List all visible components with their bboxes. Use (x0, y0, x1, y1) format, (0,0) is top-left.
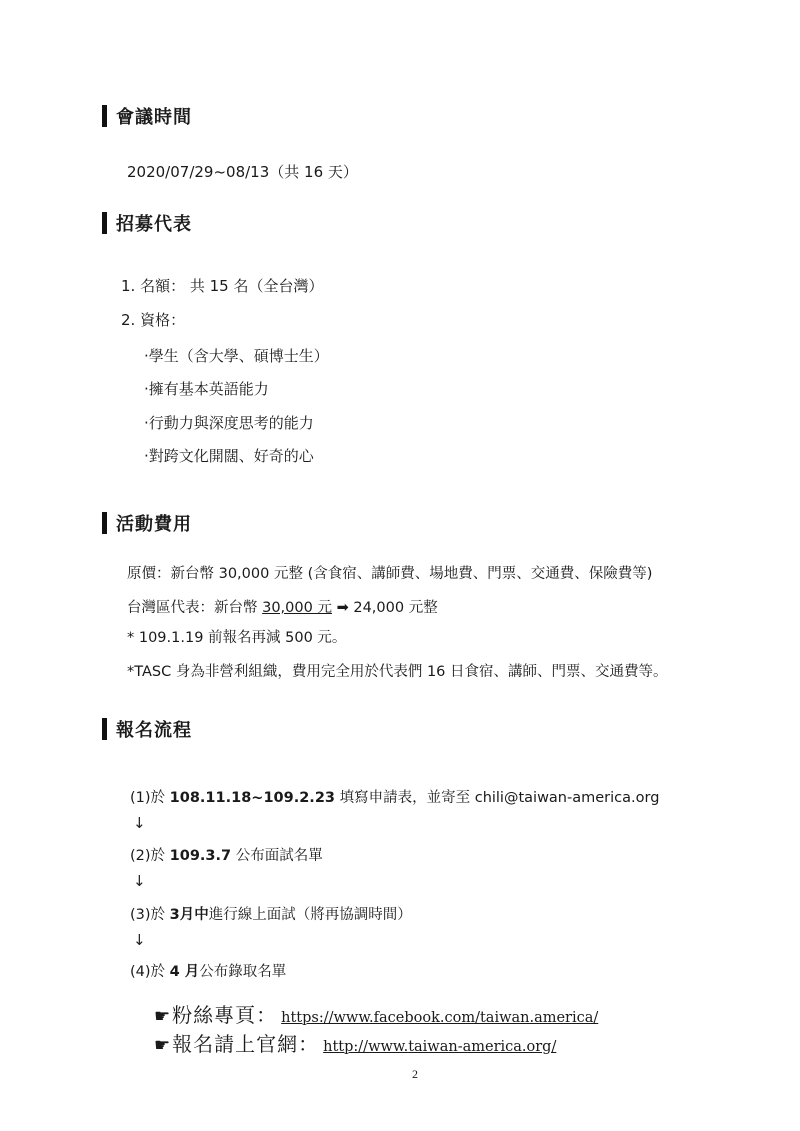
section-heading-process (102, 718, 192, 740)
heading-bar (102, 718, 107, 740)
fanpage-link[interactable]: https://www.facebook.com/taiwan.america/ (281, 1010, 599, 1026)
process-step (130, 786, 659, 807)
page-number: 2 (412, 1067, 418, 1081)
website-link[interactable]: http://www.taiwan-america.org/ (323, 1039, 557, 1055)
tasc-note: *TASC 身為非營利組織，費用完全用於代表們 16 日食宿、講師、門票、交通費等。 (127, 664, 668, 680)
qualification-bullet: ‧行動力與深度思考的能力 (144, 414, 314, 432)
taiwan-price-prefix: 台灣區代表：新台幣 (127, 600, 263, 616)
taiwan-old-price: 30,000 元 (262, 600, 332, 616)
step-prefix: (3)於 (130, 907, 170, 923)
recruit-item-qualification: 2. 資格： (121, 311, 186, 329)
process-step (130, 844, 323, 865)
section-heading-meeting-time (102, 105, 192, 127)
original-price: 原價：新台幣 30,000 元整 (含食宿、講師費、場地費、門票、交通費、保險費等) (127, 566, 653, 582)
fanpage-link-row (154, 999, 598, 1028)
meeting-date: 2020/07/29~08/13（共 16 天） (127, 163, 358, 181)
recruit-item-quota: 1. 名額： 共 15 名（全台灣） (121, 277, 324, 295)
fanpage-label: 粉絲專頁： (172, 1003, 278, 1027)
pointing-hand-icon: ☛ (154, 1035, 171, 1056)
step-date: 109.3.7 (169, 848, 232, 864)
step-description: 進行線上面試（將再協調時間） (208, 907, 412, 923)
section-heading-fee (102, 512, 192, 534)
step-description: 公布面試名單 (231, 848, 323, 864)
heading-bar (102, 512, 107, 534)
heading-text: 活動費用 (116, 514, 192, 535)
down-arrow-icon: ↓ (133, 931, 146, 949)
heading-text: 報名流程 (116, 720, 192, 741)
taiwan-new-price: 24,000 元整 (353, 600, 438, 616)
qualification-bullet: ‧擁有基本英語能力 (144, 380, 269, 398)
step-date: 3月中 (169, 907, 209, 923)
step-date: 4 月 (169, 964, 200, 980)
heading-text: 會議時間 (116, 107, 192, 128)
step-prefix: (1)於 (130, 790, 170, 806)
process-step (130, 903, 412, 924)
heading-bar (102, 212, 107, 234)
heading-text: 招募代表 (116, 214, 192, 235)
process-step (130, 960, 286, 981)
section-heading-recruit (102, 212, 192, 234)
step-description: 填寫申請表，並寄至 chili@taiwan-america.org (335, 790, 660, 806)
down-arrow-icon: ↓ (133, 814, 146, 832)
step-prefix: (2)於 (130, 848, 170, 864)
website-link-row (154, 1028, 556, 1057)
heading-bar (102, 105, 107, 127)
early-bird-note: * 109.1.19 前報名再減 500 元。 (127, 630, 347, 646)
website-label: 報名請上官網： (172, 1032, 320, 1056)
qualification-bullet: ‧對跨文化開闊、好奇的心 (144, 447, 314, 465)
step-description: 公布錄取名單 (199, 964, 287, 980)
qualification-bullet: ‧學生（含大學、碩博士生） (144, 347, 329, 365)
taiwan-representative-price (127, 596, 438, 617)
down-arrow-icon: ↓ (133, 872, 146, 890)
right-arrow-icon: ➡ (331, 600, 354, 616)
step-date: 108.11.18~109.2.23 (169, 790, 335, 806)
step-prefix: (4)於 (130, 964, 170, 980)
pointing-hand-icon: ☛ (154, 1006, 171, 1027)
